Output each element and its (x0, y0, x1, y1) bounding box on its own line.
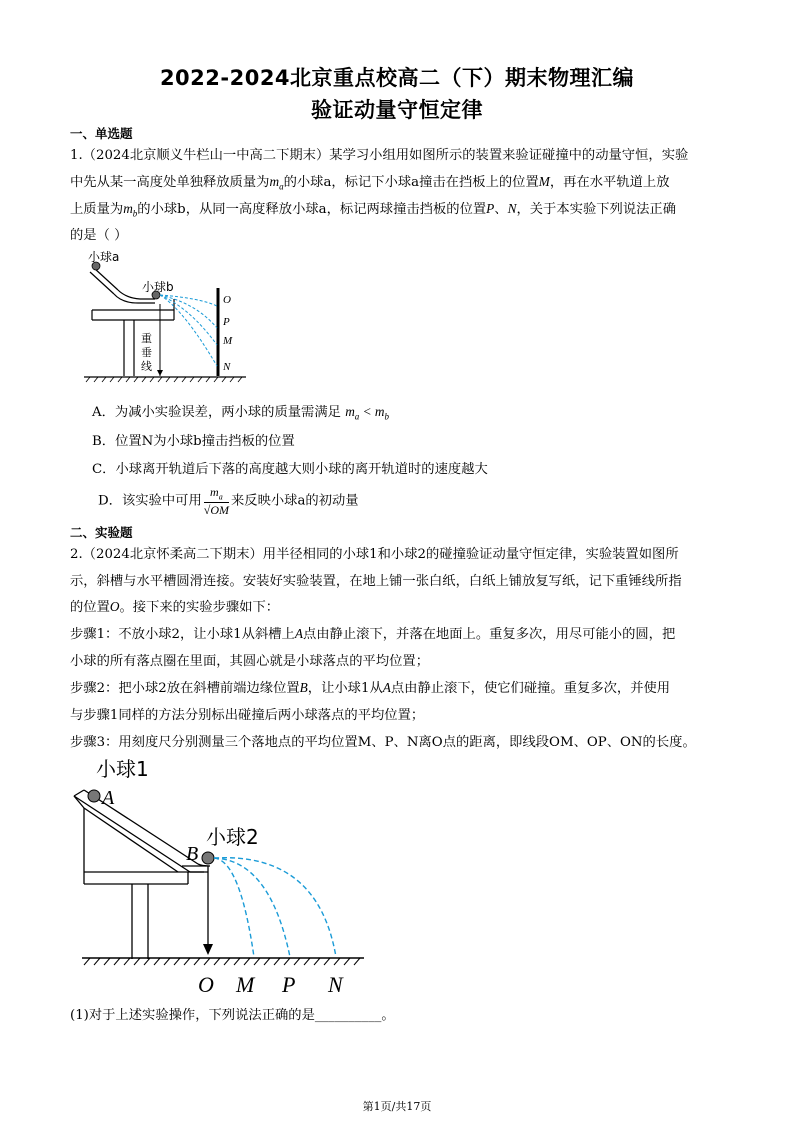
q2-apparatus-figure (70, 752, 370, 997)
label-O: O (223, 294, 231, 306)
ball-1-icon (88, 790, 100, 802)
q1-apparatus-figure (78, 248, 248, 386)
document-subtitle: 验证动量守恒定律 (311, 98, 483, 122)
q1-option-b: B．位置N为小球b撞击挡板的位置 (92, 434, 295, 449)
label-M: M (223, 335, 233, 347)
ball-1-label: 小球1 (96, 757, 149, 781)
q2-step-2: 步骤2：把小球2放在斜槽前端边缘位置B，让小球1从A点由静止滚下，使它们碰撞。重复多次，并使用 (70, 680, 671, 696)
label-M: M (236, 972, 255, 997)
q2-step-2-cont: 与步骤1同样的方法分别标出碰撞后两小球落点的平均位置； (70, 708, 425, 723)
q1-line-2: 中先从某一高度处单独释放质量为$m_a$的小球a，标记下小球a撞击在挡板上的位置M，再在水平轨道上放 (70, 174, 670, 192)
label-O: O (198, 972, 214, 997)
label-N: N (328, 972, 343, 997)
q1-line-4: 的是（ ） (70, 228, 128, 243)
label-A: A (102, 787, 115, 809)
ball-b-label: 小球b (142, 280, 174, 294)
q1-line-1: 1.（2024北京顺义牛栏山一中高二下期末）某学习小组用如图所示的装置来验证碰撞中的动量守恒，实验 (70, 148, 689, 163)
fraction-ma-over-sqrt-om: $\frac{m_a}{√OM}$ (203, 485, 229, 518)
q1-option-a: A．为减小实验误差，两小球的质量需满足 $m_a < m_b$ (92, 404, 390, 422)
plumb-label-2: 垂 (141, 346, 152, 359)
label-B: B (186, 843, 199, 865)
ball-2-label: 小球2 (206, 825, 259, 849)
q2-subquestion-1: (1)对于上述实验操作，下列说法正确的是__________。 (70, 1008, 395, 1023)
label-P: P (223, 316, 230, 328)
plumb-label-1: 重 (141, 332, 152, 345)
ball-a-label: 小球a (88, 250, 120, 264)
plumb-arrow-icon (203, 944, 213, 955)
q2-step-1: 步骤1：不放小球2，让小球1从斜槽上A点由静止滚下，并落在地面上。重复多次，用尽可能小的圆，把 (70, 626, 676, 642)
q2-step-1-cont: 小球的所有落点圈在里面，其圆心就是小球落点的平均位置； (70, 654, 430, 669)
plumb-label-3: 线 (141, 360, 152, 373)
document-title: 2022-2024北京重点校高二（下）期末物理汇编 (159, 66, 635, 90)
incline-top-edge (74, 796, 190, 872)
q1-line-3: 上质量为$m_b$的小球b，从同一高度释放小球a，标记两球撞击挡板的位置P、N，关于本实验下列说法正确 (70, 201, 677, 219)
section-heading-experiment: 二、实验题 (70, 525, 133, 540)
q2-line-2: 示，斜槽与水平槽圆滑连接。安装好实验装置，在地上铺一张白纸，白纸上铺放复写纸，记下重锤线所指 (70, 574, 682, 589)
plumb-arrow-icon (157, 370, 163, 376)
q2-line-1: 2.（2024北京怀柔高二下期末）用半径相同的小球1和小球2的碰撞验证动量守恒定律，实验装置如图所 (70, 547, 679, 562)
q1-option-c: C．小球离开轨道后下落的高度越大则小球的离开轨道时的速度越大 (92, 462, 488, 477)
ground-hatch (86, 377, 242, 382)
ball-2-icon (202, 852, 214, 864)
label-N: N (223, 361, 231, 373)
ground-hatch (84, 958, 360, 965)
q2-line-3: 的位置O。接下来的实验步骤如下： (70, 599, 280, 615)
label-P: P (282, 972, 296, 997)
q2-step-3: 步骤3：用刻度尺分别测量三个落地点的平均位置M、P、N离O点的距离，即线段OM、OP、ON的长度。 (70, 735, 696, 750)
page-footer: 第1页/共17页 (362, 1100, 432, 1113)
q1-option-d: D．该实验中可用 $\frac{m_a}{√OM}$ 来反映小球a的初动量 (98, 485, 359, 518)
section-heading-single-choice: 一、单选题 (70, 126, 133, 141)
